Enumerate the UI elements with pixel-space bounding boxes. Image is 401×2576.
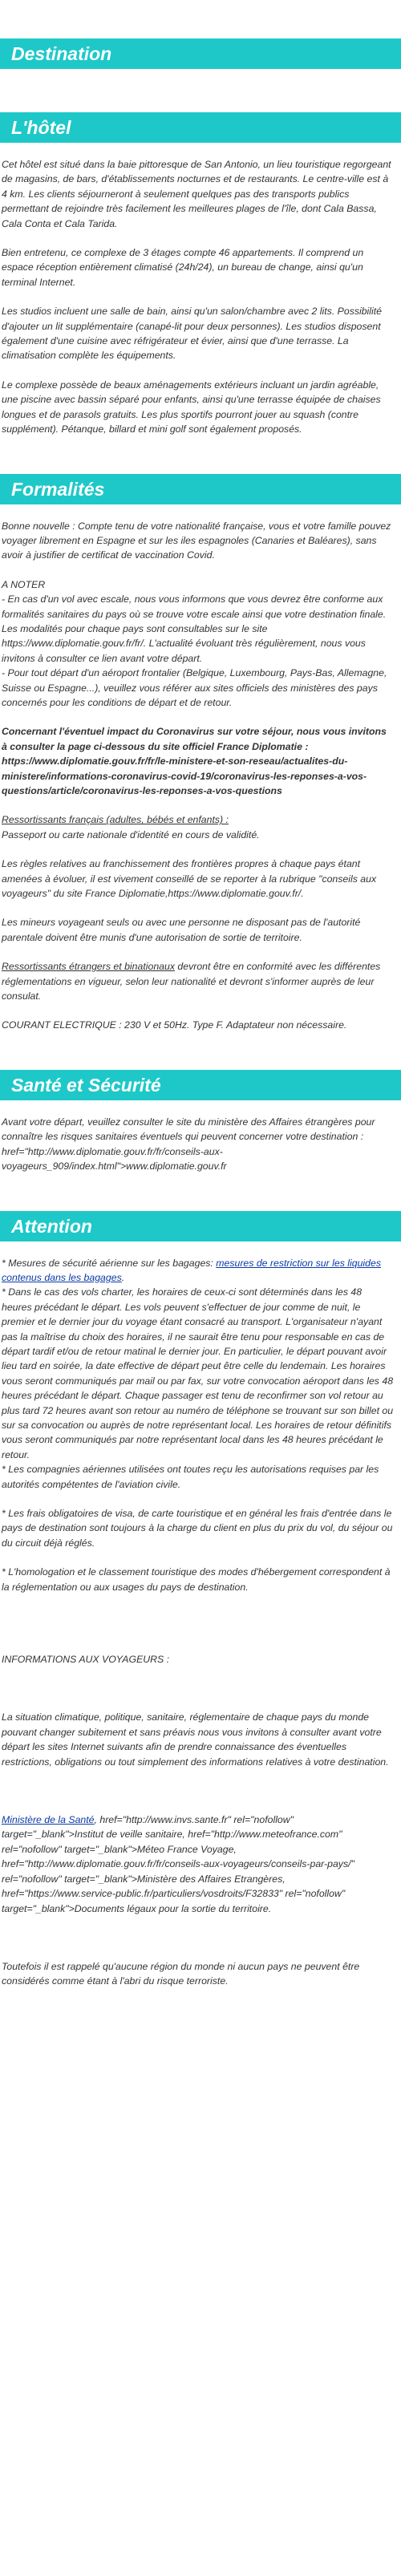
- note-line: - En cas d'un vol avec escale, nous vous informons que vous devrez être conforme aux formalités sanitaires du pays où se trouve votre escale ainsi que votre destination finale.: [2, 593, 387, 620]
- situation-paragraph: La situation climatique, politique, sanitaire, réglementaire de chaque pays du monde pouvant changer subitement et sans préavis nous vous invitons à consulter avant votre départ les sites Internet suivants afin de prendre connaissance des éventuelles restrictions, obligations ou tout simplement des informations relatives à votre destination.: [2, 1711, 389, 1768]
- ministere-sante-link[interactable]: Ministère de la Santé: [2, 1814, 95, 1826]
- attention-heading: Attention: [0, 1211, 401, 1241]
- liquids-restriction-link[interactable]: mesures de restriction sur les liquides contenus dans les bagages: [2, 1257, 381, 1283]
- attention-section: [0, 1211, 401, 1989]
- foreign-nationals-heading: Ressortissants étrangers et binationaux: [2, 961, 175, 973]
- airlines-paragraph: * Les compagnies aériennes utilisées ont toutes reçu les autorisations requises par les autorités compétentes de l'aviation civile.: [2, 1464, 379, 1490]
- foreign-nationals-paragraph: [2, 959, 395, 1003]
- hotel-heading: L'hôtel: [0, 112, 401, 143]
- french-nationals-block: [2, 812, 395, 842]
- borders-paragraph: Les règles relatives au franchissement des frontières propres à chaque pays étant amenées à évoluer, il est vivement conseillé de se reporter à la rubrique "conseils aux voyageurs" du site France Diplomatie,https://www.diplomatie.gouv.fr/.: [2, 858, 377, 900]
- hotel-paragraph: Le complexe possède de beaux aménagements extérieurs incluant un jardin agréable, une piscine avec bassin séparé pour enfants, ainsi qu'une terrasse équipée de chaises longues et de parasols gratuits. Les plus sportifs pourront jouer au squash (contre supplément). Pétanque, billard et mini golf sont également proposés.: [2, 379, 381, 435]
- formalites-paragraph: Bonne nouvelle : Compte tenu de votre nationalité française, vous et votre famille pouvez voyager librement en Espagne et sur les iles espagnoles (Canaries et Baléares), sans avoir à justifier de certificat de vaccination Covid.: [2, 520, 391, 561]
- covid-notice: Concernant l'éventuel impact du Coronavirus sur votre séjour, nous vous invitons à consulter la page ci-dessous du site officiel France Diplomatie : https://www.diplomatie.gouv.fr/fr/le-ministere-et-son-reseau/actualites-du-ministere/informations-coronavirus-covid-19/coronavirus-les-reponses-a-vos-questions/article/coronavirus-les-reponses-a-vos-questions: [2, 726, 387, 796]
- fees-paragraph: * Les frais obligatoires de visa, de carte touristique et en général les frais d'entrée dans le pays de destination sont toujours à la charge du client en plus du prix du vol, du séjour ou du circuit déjà réglés.: [2, 1508, 393, 1549]
- links-text: , href="http://www.invs.sante.fr" rel="nofollow" target="_blank">Institut de veille sanitaire, href="http://www.meteofrance.com" rel="nofollow" target="_blank">Méteo France Voyage, href="http://www.diplomatie.gouv.fr/fr/conseils-aux-voyageurs/conseils-par-pays/" rel="nofollow" target="_blank">Ministère des Affaires Etrangères, href="https://www.service-public.fr/particuliers/vosdroits/F32833" rel="nofollow" target="_blank">Documents légaux pour la sortie du territoire.: [2, 1814, 354, 1914]
- baggage-suffix: .: [121, 1271, 125, 1283]
- foreign-nationals-text: devront être en conformité avec les différentes réglementations en vigueur, selon leur nationalité et devront s'informer auprès de leur consulat.: [2, 961, 381, 1002]
- minors-paragraph: Les mineurs voyageant seuls ou avec une personne ne disposant pas de l'autorité parentale doivent être munis d'une autorisation de sortie de territoire.: [2, 917, 361, 943]
- baggage-prefix: * Mesures de sécurité aérienne sur les bagages:: [2, 1257, 217, 1269]
- hotel-section: [0, 112, 401, 437]
- electric-paragraph: COURANT ELECTRIQUE : 230 V et 50Hz. Type F. Adaptateur non nécessaire.: [2, 1019, 347, 1031]
- destination-heading: Destination: [0, 38, 401, 69]
- formalites-section: [0, 474, 401, 1033]
- hotel-paragraph: Cet hôtel est situé dans la baie pittoresque de San Antonio, un lieu touristique regorgeant de magasins, de bars, d'établissements nocturnes et de restaurants. Le centre-ville est à 4 km. Les clients séjourneront à seulement quelques pas des transports publics permettant de rejoindre très facilement les meilleures plages de l'île, dont Cala Bassa, Cala Conta et Cala Tarida.: [2, 159, 391, 229]
- note-line: Les modalités pour chaque pays sont consultables sur le site https://www.diplomatie.gouv.fr/fr/. L'actualité évoluant très régulièrement, nous vous invitons à consulter ce lien avant votre départ.: [2, 622, 366, 664]
- links-paragraph: [2, 1813, 395, 1916]
- info-title: INFORMATIONS AUX VOYAGEURS :: [2, 1654, 170, 1666]
- note-block: [2, 577, 395, 711]
- hotel-paragraph: Bien entretenu, ce complexe de 3 étages compte 46 appartements. Il comprend un espace réception entièrement climatisé (24h/24), un bureau de change, ainsi qu'un terminal Internet.: [2, 247, 364, 288]
- terrorism-paragraph: Toutefois il est rappelé qu'aucune région du monde ni aucun pays ne peuvent être considérés comme étant à l'abri du risque terroriste.: [2, 1960, 360, 1987]
- formalites-heading: Formalités: [0, 474, 401, 504]
- french-nationals-text: Passeport ou carte nationale d'identité en cours de validité.: [2, 828, 260, 840]
- baggage-paragraph: [2, 1256, 395, 1286]
- note-line: - Pour tout départ d'un aéroport frontalier (Belgique, Luxembourg, Pays-Bas, Allemagne, Suisse ou Espagne...), veuillez vous référer aux sites officiels des ministères des pays concernés pour les conditions de départ et de retour.: [2, 667, 387, 708]
- charter-paragraph: * Dans le cas des vols charter, les horaires de ceux-ci sont déterminés dans les 48 heures précédant le départ. Les vols peuvent s'effectuer de jour comme de nuit, le premier et le dernier jour du voyage étant consacré au transport. L'organisateur n'ayant pas la maîtrise du choix des horaires, il ne saurait être tenu pour responsable en cas de départ tardif et/ou de retour matinal le dernier jour. En particulier, le départ pouvant avoir lieu tard en soirée, la date effective de départ peut être celle du lendemain. Les horaires vous seront communiqués par mail ou par fax, sur votre convocation aéroport dans les 48 heures précédant le départ. Chaque passager est tenu de reconfirmer son vol retour au plus tard 72 heures avant son retour au numéro de téléphone se trouvant sur son billet ou sur sa convocation ou auprès de notre représentant local. Les horaires de retour définitifs vous seront communiqués par notre représentant local dans les 48 heures précédant le retour.: [2, 1286, 394, 1460]
- sante-paragraph: Avant votre départ, veuillez consulter le site du ministère des Affaires étrangères pour connaître les risques sanitaires éventuels qui peuvent concerner votre destination : href="http://www.diplomatie.gouv.fr/fr/conseils-aux-voyageurs_909/index.html">www.diplomatie.gouv.fr: [2, 1116, 375, 1173]
- sante-section: [0, 1070, 401, 1174]
- sante-heading: Santé et Sécurité: [0, 1070, 401, 1100]
- destination-section: [0, 38, 401, 69]
- homologation-paragraph: * L'homologation et le classement touristique des modes d'hébergement correspondent à la réglementation ou aux usages du pays de destination.: [2, 1566, 391, 1593]
- french-nationals-heading: Ressortissants français (adultes, bébés et enfants) :: [2, 814, 229, 826]
- hotel-paragraph: Les studios incluent une salle de bain, ainsi qu'un salon/chambre avec 2 lits. Possibilité d'ajouter un lit supplémentaire (canapé-lit pour deux personnes). Les studios disposent également d'une cuisine avec réfrigérateur et évier, ainsi que d'une terrasse. La climatisation complète les équipements.: [2, 306, 383, 362]
- note-title: A NOTER: [2, 578, 46, 590]
